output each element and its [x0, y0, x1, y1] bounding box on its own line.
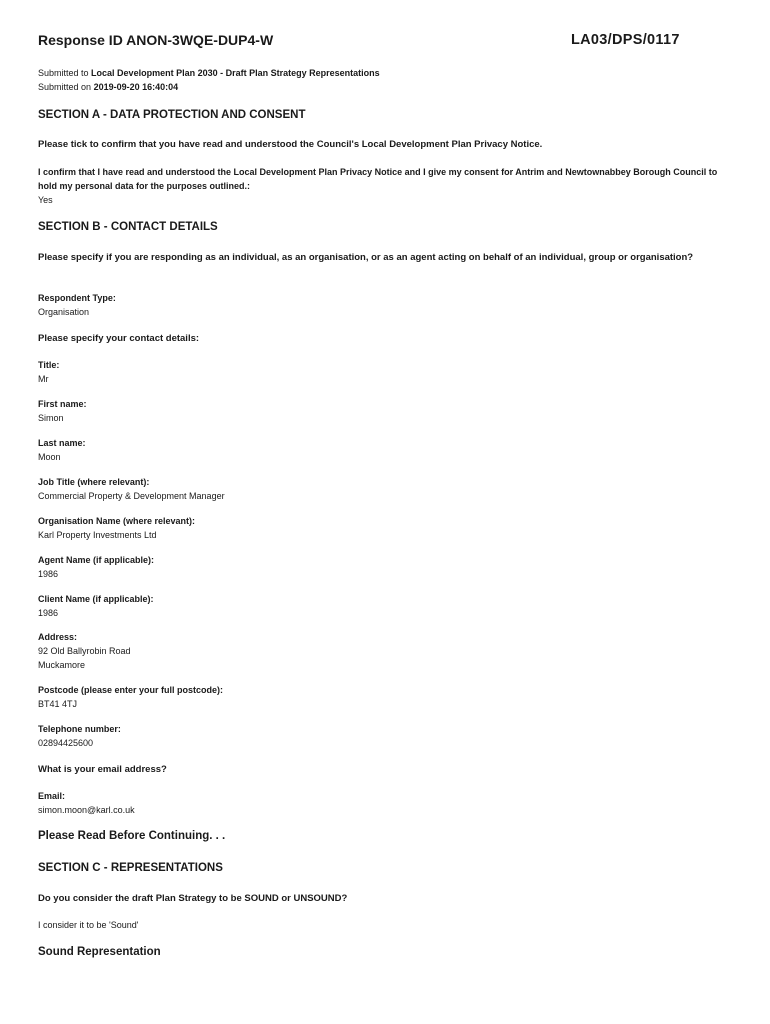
privacy-question: Please tick to confirm that you have read and understood the Council's Local Development Plan Privacy Notice. — [38, 139, 543, 150]
agent-name-value: 1986 — [38, 569, 59, 579]
address-line-2: Muckamore — [38, 660, 86, 670]
email-question: What is your email address? — [38, 764, 167, 775]
submitted-on-prefix: Submitted on — [38, 82, 92, 92]
reference-number: LA03/DPS/0117 — [571, 32, 680, 48]
client-name-value: 1986 — [38, 608, 59, 618]
telephone-label: Telephone number: — [38, 724, 121, 734]
soundness-question: Do you consider the draft Plan Strategy to be SOUND or UNSOUND? — [38, 893, 348, 904]
first-name-value: Simon — [38, 413, 64, 423]
submitted-to-line — [38, 68, 380, 78]
email-label: Email: — [38, 791, 66, 801]
job-title-label: Job Title (where relevant): — [38, 477, 150, 487]
contact-question: Please specify your contact details: — [38, 333, 200, 344]
organisation-value: Karl Property Investments Ltd — [38, 530, 157, 540]
last-name-label: Last name: — [38, 438, 86, 448]
title-label: Title: — [38, 360, 60, 370]
section-c-heading: SECTION C - REPRESENTATIONS — [38, 862, 223, 874]
email-value: simon.moon@karl.co.uk — [38, 805, 135, 815]
consent-text: I confirm that I have read and understood the Local Development Plan Privacy Notice and I give my consent for Antrim and Newtownabbey Borough Council to hold my personal data for the purposes outlined.: — [38, 167, 718, 191]
postcode-value: BT41 4TJ — [38, 699, 78, 709]
section-b-heading: SECTION B - CONTACT DETAILS — [38, 221, 218, 233]
postcode-label: Postcode (please enter your full postcode): — [38, 685, 224, 695]
agent-name-label: Agent Name (if applicable): — [38, 555, 155, 565]
submitted-on-value: 2019-09-20 16:40:04 — [93, 82, 179, 92]
section-a-heading: SECTION A - DATA PROTECTION AND CONSENT — [38, 109, 306, 121]
sound-representation-heading: Sound Representation — [38, 946, 161, 958]
soundness-answer: I consider it to be 'Sound' — [38, 920, 139, 930]
respondent-question: Please specify if you are responding as an individual, as an organisation, or as an agent acting on behalf of an individual, group or organisation? — [38, 252, 694, 263]
consent-answer: Yes — [38, 195, 53, 205]
last-name-value: Moon — [38, 452, 61, 462]
respondent-type-value: Organisation — [38, 307, 90, 317]
address-line-1: 92 Old Ballyrobin Road — [38, 646, 131, 656]
respondent-type-label: Respondent Type: — [38, 293, 116, 303]
response-id: Response ID ANON-3WQE-DUP4-W — [38, 32, 274, 48]
client-name-label: Client Name (if applicable): — [38, 594, 154, 604]
address-label: Address: — [38, 632, 78, 642]
telephone-value: 02894425600 — [38, 738, 94, 748]
read-before-heading: Please Read Before Continuing. . . — [38, 830, 226, 842]
first-name-label: First name: — [38, 399, 87, 409]
job-title-value: Commercial Property & Development Manager — [38, 491, 225, 501]
title-value: Mr — [38, 374, 49, 384]
organisation-label: Organisation Name (where relevant): — [38, 516, 196, 526]
submitted-to-prefix: Submitted to — [38, 68, 89, 78]
submitted-to-value: Local Development Plan 2030 - Draft Plan Strategy Representations — [91, 68, 380, 78]
submitted-on-line — [38, 82, 178, 92]
